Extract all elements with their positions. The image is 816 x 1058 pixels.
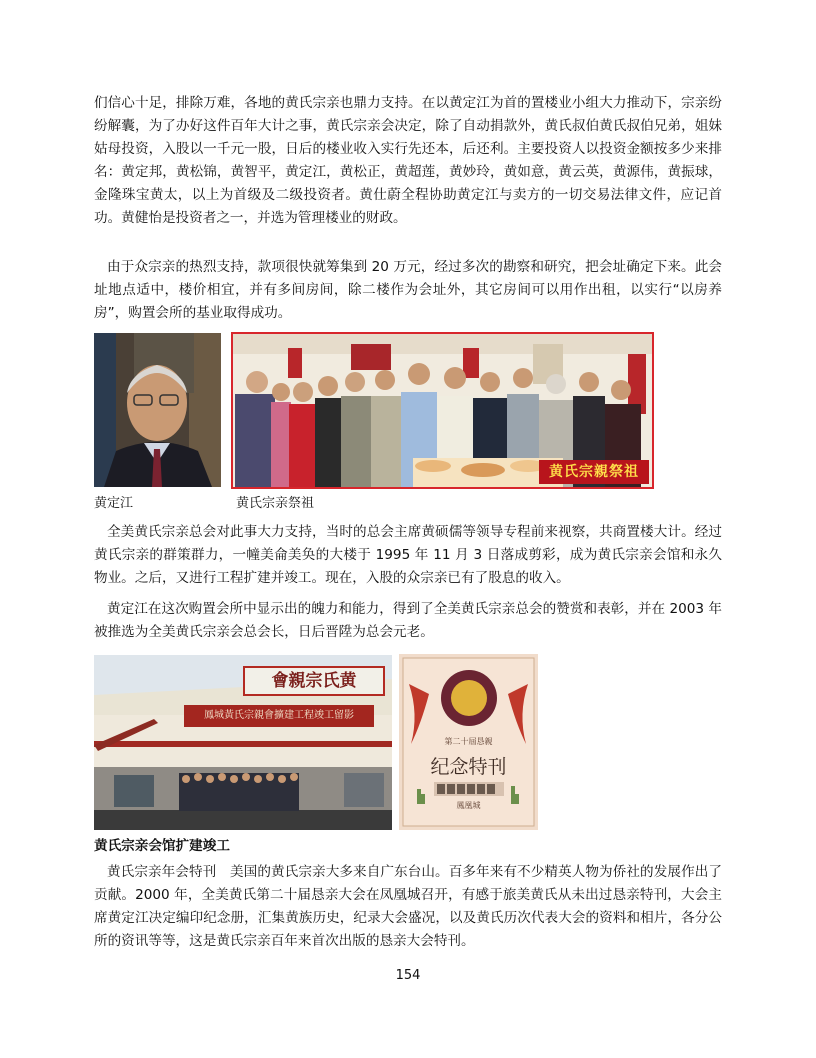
building-top-sign: 會親宗氏黄 [271, 671, 357, 691]
paragraph-3: 全美黄氏宗亲总会对此事大力支持，当时的总会主席黄硕儒等领导专程前来视察，共商置楼大计。经过黄氏宗亲的群策群力，一幢美侖美奂的大楼于 1995 年 11 月 3 日落成剪彩，成为黄氏宗亲会馆和永久物业。之后，又进行工程扩建并竣工。现在，入股的众宗亲已有了股息的收入。 [94, 524, 722, 586]
book-cover-city: 鳳凰城 [456, 801, 481, 810]
page-number: 154 [395, 968, 421, 983]
portrait-illustration [94, 333, 221, 487]
book-cover-photo [399, 654, 538, 830]
book-cover-title: 纪念特刊 [430, 756, 507, 778]
portrait-photo [94, 333, 221, 487]
building-banner: 鳳城黃氏宗親會擴建工程竣工留影 [204, 710, 354, 721]
paragraph-1: 们信心十足，排除万难，各地的黄氏宗亲也鼎力支持。在以黄定江为首的置楼业小组大力推动下，宗亲纷纷解囊，为了办好这件百年大计之事，黄氏宗亲会决定，除了自动捐款外，黄氏叔伯黄氏叔伯兄弟，姐妹姑母投资，入股以一千元一股，日后的楼业收入实行先还本，后还利。主要投资人以投资金额按多少来排名：黄定邦，黄松锦，黄智平，黄定江，黄松正，黄超莲，黄妙玲，黄如意，黄云英，黄源伟，黄振球，金隆珠宝黄太，以上为首级及二级投资者。黄仕蔚全程协助黄定江与卖方的一切交易法律文件，应记首功。黄健怡是投资者之一，并选为管理楼业的财政。 [94, 95, 722, 226]
building-section-heading: 黄氏宗亲会馆扩建竣工 [94, 838, 230, 854]
paragraph-2: 由于众宗亲的热烈支持，款项很快就筹集到 20 万元，经过多次的勘察和研究，把会址确定下来。此会址地点适中，楼价相宜，并有多间房间，除二楼作为会址外，其它房间可以用作出租，以实行“以房养房”，购置会所的基业取得成功。 [94, 259, 722, 321]
book-cover-issue: 第二十屆恳親 [444, 737, 493, 746]
paragraph-5: 黄氏宗亲年会特刊 美国的黄氏宗亲大多来自广东台山。百多年来有不少精英人物为侨社的发展作出了贡献。2000 年，全美黄氏第二十届恳亲大会在凤凰城召开，有感于旅美黄氏从未出过恳亲特刊，大会主席黄定江决定编印纪念册，汇集黄族历史，纪录大会盛况，以及黄氏历次代表大会的资料和相片，各分公所的资讯等等，这是黄氏宗亲百年来首次出版的恳亲大会特刊。 [94, 864, 722, 949]
group-photo [231, 332, 654, 489]
building-photo [94, 655, 392, 830]
group-photo-caption: 黄氏宗亲祭祖 [236, 496, 315, 511]
portrait-caption: 黄定江 [94, 496, 134, 511]
paragraph-4: 黄定江在这次购置会所中显示出的魄力和能力，得到了全美黄氏宗亲总会的赞赏和表彰，并在 2003 年被推选为全美黄氏宗亲会总会长，日后晋陞为总会元老。 [94, 601, 722, 640]
group-photo-banner: 黄氏宗親祭祖 [549, 464, 639, 480]
